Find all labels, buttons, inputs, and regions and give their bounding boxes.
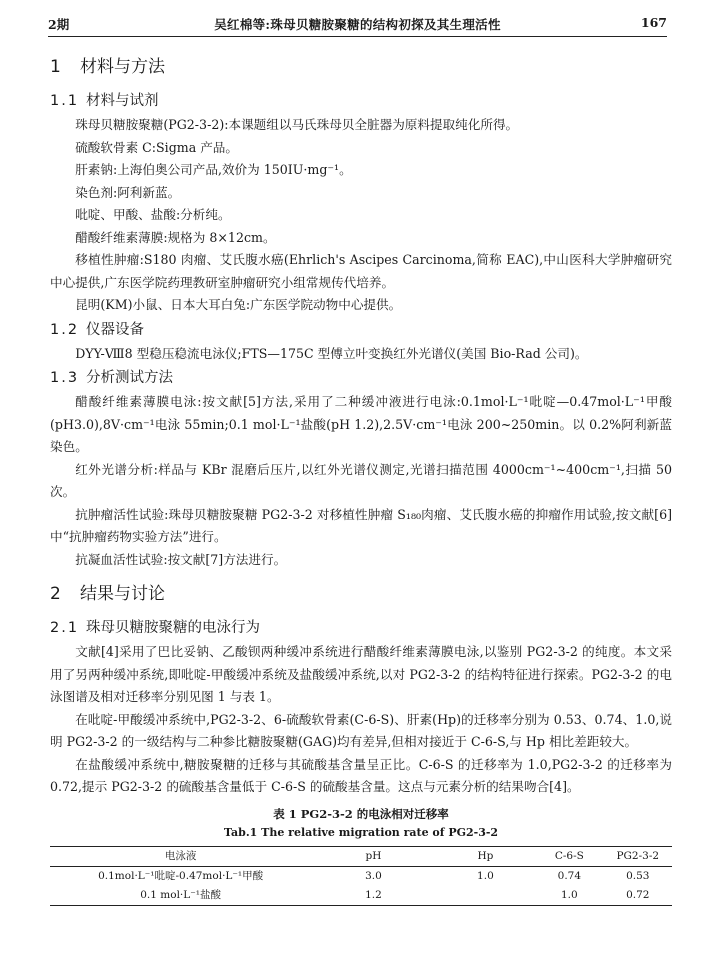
paragraph: 抗凝血活性试验:按文献[7]方法进行。: [75, 551, 287, 567]
table-cell: 0.72: [604, 886, 672, 906]
subsection-number: 1.3: [50, 370, 80, 386]
paragraph: DYY-Ⅷ8 型稳压稳流电泳仪;FTS—175C 型傅立叶变换红外光谱仪(美国 Bio-Rad 公司)。: [75, 345, 588, 361]
section-number: 1: [50, 57, 61, 77]
subsection-number: 1.1: [50, 93, 80, 109]
table-cell: 1.0: [477, 869, 494, 882]
subsection-title: 珠母贝糖胺聚糖的电泳行为: [86, 620, 260, 636]
issue-label: 2期: [48, 17, 70, 32]
table-cell: 3.0: [365, 869, 382, 882]
table-row: [50, 866, 672, 886]
migration-rate-table: [50, 846, 672, 906]
running-title: 吴红棉等:珠母贝糖胺聚糖的结构初探及其生理活性: [214, 17, 501, 32]
subsection-title: 分析测试方法: [86, 370, 173, 386]
subsection-title: 仪器设备: [86, 321, 144, 338]
table-caption-cn: 表 1 PG2-3-2 的电泳相对迁移率: [273, 806, 449, 821]
section-title: 结果与讨论: [80, 584, 165, 604]
paragraph: 珠母贝糖胺聚糖(PG2-3-2):本课题组以马氏珠母贝全脏器为原料提取纯化所得。: [75, 117, 519, 132]
running-header: [48, 6, 667, 37]
paragraph: 醋酸纤维素薄膜电泳:按文献[5]方法,采用了二种缓冲液进行电泳:0.1mol·L⁻¹吡啶—0.47mol·L⁻¹甲酸(pH3.0),8V·cm⁻¹电泳 55min;0.1 mol·L⁻¹盐酸(pH 1.2),2.5V·cm⁻¹电泳 200~250min。以 0.2%阿利新蓝染色。: [50, 394, 672, 454]
paragraph: 肝素钠:上海伯奥公司产品,效价为 150IU·mg⁻¹。: [75, 162, 352, 177]
table-header-cell: C-6-S: [535, 846, 603, 866]
subsection-heading-1-3: [50, 365, 672, 391]
table-header-cell: PG2-3-2: [604, 846, 672, 866]
subsection-heading-1-2: [50, 317, 672, 343]
paragraph: 硫酸软骨素 C:Sigma 产品。: [75, 139, 238, 155]
subsection-number: 2.1: [50, 620, 80, 636]
table-cell: 0.1mol·L⁻¹吡啶-0.47mol·L⁻¹甲酸: [98, 869, 264, 882]
table-header-cell: pH: [311, 846, 435, 866]
table-header-cell: 电泳液: [50, 846, 311, 866]
paragraph: 吡啶、甲酸、盐酸:分析纯。: [75, 207, 231, 222]
table-cell: 0.1 mol·L⁻¹盐酸: [50, 886, 311, 906]
paragraph: 染色剂:阿利新蓝。: [75, 184, 181, 200]
table-row: [50, 886, 672, 906]
table-cell: [436, 886, 536, 906]
article-body: [50, 44, 672, 906]
table-cell: 1.0: [535, 886, 603, 906]
table-header-row: [50, 846, 672, 866]
subsection-title: 材料与试剂: [86, 93, 159, 109]
table-cell: 0.53: [626, 869, 650, 882]
page-number: 167: [640, 15, 667, 30]
paragraph: 醋酸纤维素薄膜:规格为 8×12cm。: [75, 229, 276, 245]
paragraph: 移植性肿瘤:S180 肉瘤、艾氏腹水癌(Ehrlich's Ascipes Carcinoma,简称 EAC),中山医科大学肿瘤研究中心提供,广东医学院药理教研室肿瘤研究小组常规传代培养。: [50, 252, 672, 290]
section-heading-2: [50, 577, 672, 611]
table-cell: 1.2: [311, 886, 435, 906]
subsection-heading-1-1: [50, 88, 672, 114]
table-cell: 0.74: [557, 869, 582, 882]
paragraph: 抗肿瘤活性试验:珠母贝糖胺聚糖 PG2-3-2 对移植性肿瘤 S₁₈₀肉瘤、艾氏腹水癌的抑瘤作用试验,按文献[6]中“抗肿瘤药物实验方法”进行。: [50, 506, 672, 544]
subsection-heading-2-1: [50, 615, 672, 641]
section-title: 材料与方法: [80, 57, 165, 77]
paragraph: 红外光谱分析:样品与 KBr 混磨后压片,以红外光谱仪测定,光谱扫描范围 4000cm⁻¹~400cm⁻¹,扫描 50 次。: [50, 461, 672, 499]
paragraph: 文献[4]采用了巴比妥钠、乙酸钡两种缓冲系统进行醋酸纤维素薄膜电泳,以鉴别 PG2-3-2 的纯度。本文采用了另两种缓冲系统,即吡啶-甲酸缓冲系统及盐酸缓冲系统,以对 PG2-3-2 的结构特征进行探索。PG2-3-2 的电泳图谱及相对迁移率分别见图 1 与表 1。: [50, 644, 672, 704]
table-caption-en: Tab.1 The relative migration rate of PG2-3-2: [223, 825, 499, 839]
table-header-cell: Hp: [436, 846, 536, 866]
subsection-number: 1.2: [50, 321, 80, 338]
paragraph: 在盐酸缓冲系统中,糖胺聚糖的迁移与其硫酸基含量呈正比。C-6-S 的迁移率为 1.0,PG2-3-2 的迁移率为 0.72,提示 PG2-3-2 的硫酸基含量低于 C-6-S 的硫酸基含量。这点与元素分析的结果吻合[4]。: [50, 756, 672, 794]
section-heading-1: [50, 50, 672, 84]
section-number: 2: [50, 584, 61, 604]
paragraph: 在吡啶-甲酸缓冲系统中,PG2-3-2、6-硫酸软骨素(C-6-S)、肝素(Hp)的迁移率分别为 0.53、0.74、1.0,说明 PG2-3-2 的一级结构与二种参比糖胺聚糖(GAG)均有差异,但相对接近于 C-6-S,与 Hp 相比差距较大。: [50, 711, 672, 749]
paragraph: 昆明(KM)小鼠、日本大耳白兔:广东医学院动物中心提供。: [75, 297, 402, 312]
